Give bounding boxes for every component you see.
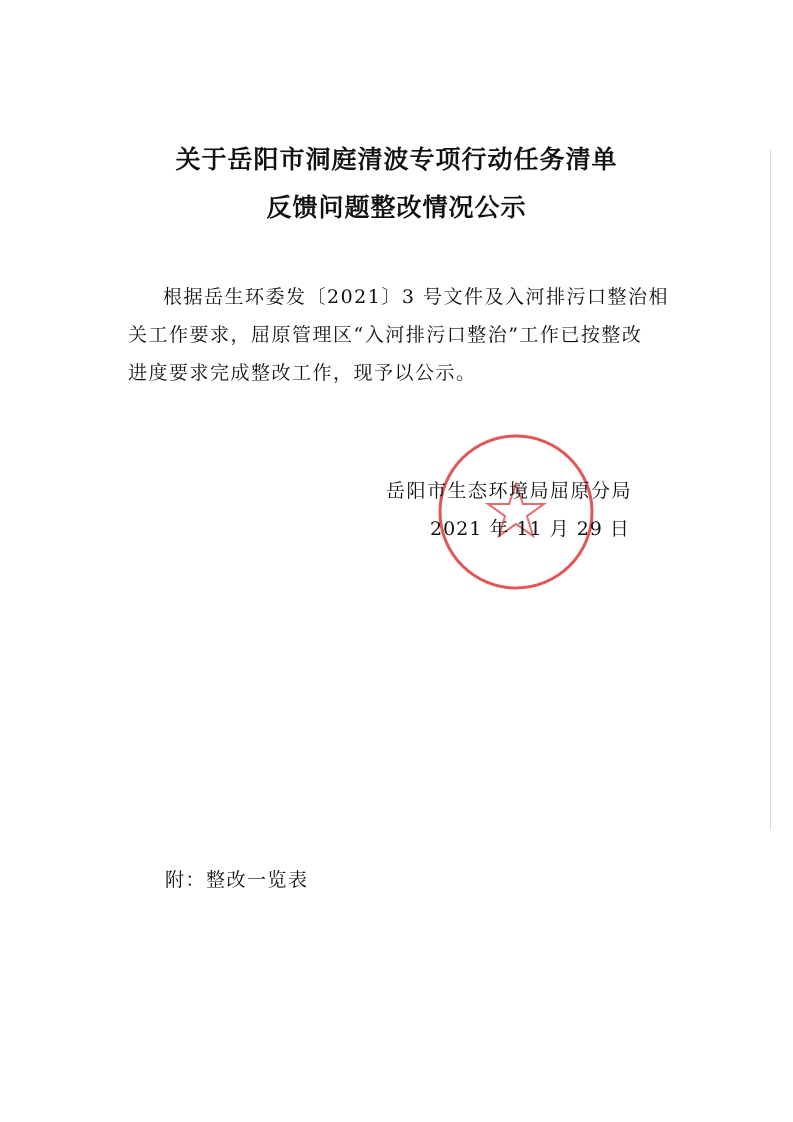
page-edge-line	[770, 150, 771, 830]
paragraph-line-2: 关工作要求，屈原管理区“入河排污口整治”工作已按整改	[128, 324, 643, 346]
signature-organization: 岳阳市生态环境局屈原分局	[386, 480, 633, 502]
attachment-note: 附：整改一览表	[165, 869, 309, 891]
document-title-line-1: 关于岳阳市洞庭清波专项行动任务清单	[175, 145, 618, 174]
document-title-line-2: 反馈问题整改情况公示	[266, 193, 527, 222]
paragraph-line-1: 根据岳生环委发〔2021〕3 号文件及入河排污口整治相	[163, 286, 669, 308]
official-seal-stamp	[436, 432, 596, 592]
signature-date: 2021 年 11 月 29 日	[430, 518, 630, 540]
paragraph-line-3: 进度要求完成整改工作，现予以公示。	[128, 362, 477, 384]
